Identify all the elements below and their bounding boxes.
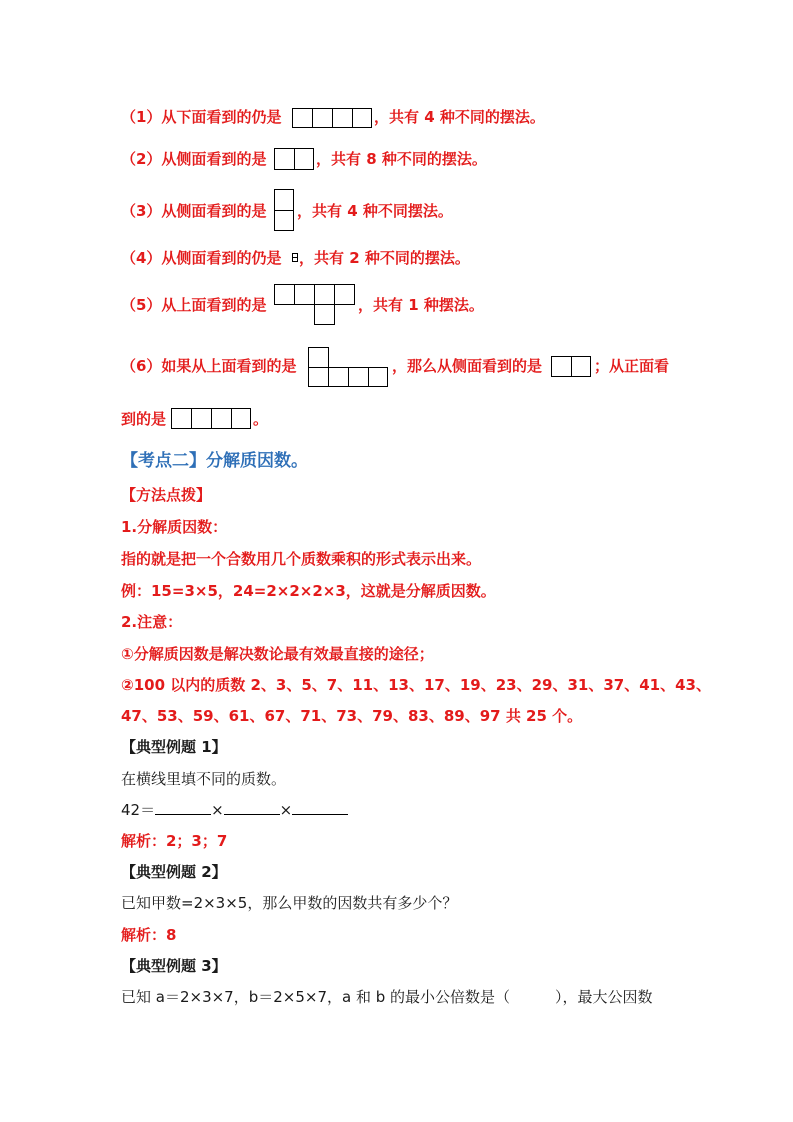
q5-figure [274, 284, 356, 326]
blank-3[interactable] [292, 800, 348, 815]
q4-text-b: ，共有 2 种不同的摆法。 [299, 249, 470, 267]
method-item2: 2.注意： [121, 613, 183, 631]
q6-text-c: ；从正面看 [594, 357, 670, 375]
method-title: 【方法点拨】 [121, 486, 212, 504]
example2-title: 【典型例题 2】 [121, 863, 227, 881]
q6-top-view-figure [308, 347, 388, 387]
method-definition: 指的就是把一个合数用几个质数乘积的形式表示出来。 [121, 550, 482, 568]
method-note2a: ②100 以内的质数 2、3、5、7、11、13、17、19、23、29、31、37、41、43、 [121, 676, 711, 694]
q1-text-b: ，共有 4 种不同的摆法。 [374, 108, 545, 126]
q2-figure [274, 148, 314, 170]
example1-title: 【典型例题 1】 [121, 738, 227, 756]
example3-title: 【典型例题 3】 [121, 957, 227, 975]
q6-front-view-figure [171, 408, 251, 429]
q1-figure [292, 108, 372, 128]
example1-answer: 解析：2；3；7 [121, 832, 228, 850]
q4-figure [292, 253, 298, 263]
q6-side-view-figure [551, 356, 591, 377]
example2-answer: 解析：8 [121, 926, 177, 944]
q4-text-a: （4）从侧面看到的仍是 [121, 249, 282, 267]
times-1: × [211, 801, 224, 819]
q2-text-b: ，共有 8 种不同的摆法。 [316, 150, 487, 168]
q3-text-b: ，共有 4 种不同摆法。 [297, 202, 453, 220]
example2-question: 已知甲数=2×3×5，那么甲数的因数共有多少个？ [121, 894, 458, 912]
method-item1: 1.分解质因数： [121, 518, 228, 536]
q2-text-a: （2）从侧面看到的是 [121, 150, 267, 168]
q1-text-a: （1）从下面看到的仍是 [121, 108, 282, 126]
method-example: 例：15=3×5，24=2×2×2×3，这就是分解质因数。 [121, 582, 496, 600]
q3-figure [274, 189, 294, 231]
method-note1: ①分解质因数是解决数论最有效最直接的途径； [121, 645, 434, 663]
q6-text-e: 。 [253, 410, 269, 428]
times-2: × [279, 801, 293, 819]
q3-text-a: （3）从侧面看到的是 [121, 202, 267, 220]
method-note2b: 47、53、59、61、67、71、73、79、83、89、97 共 25 个。 [121, 707, 583, 725]
q6-text-d: 到的是 [121, 410, 167, 428]
eq-left: 42＝ [121, 801, 156, 819]
blank-1[interactable] [155, 800, 211, 815]
section-heading: 【考点二】分解质因数。 [121, 451, 308, 471]
q6-text-b: ，那么从侧面看到的是 [392, 357, 543, 375]
q5-text-b: ，共有 1 种摆法。 [358, 296, 484, 314]
example1-question: 在横线里填不同的质数。 [121, 770, 287, 788]
q6-text-a: （6）如果从上面看到的是 [121, 357, 297, 375]
example3-question: 已知 a＝2×3×7，b＝2×5×7，a 和 b 的最小公倍数是（ ），最大公因数 [121, 988, 653, 1006]
example1-equation [121, 799, 348, 821]
q5-text-a: （5）从上面看到的是 [121, 296, 267, 314]
blank-2[interactable] [224, 800, 280, 815]
